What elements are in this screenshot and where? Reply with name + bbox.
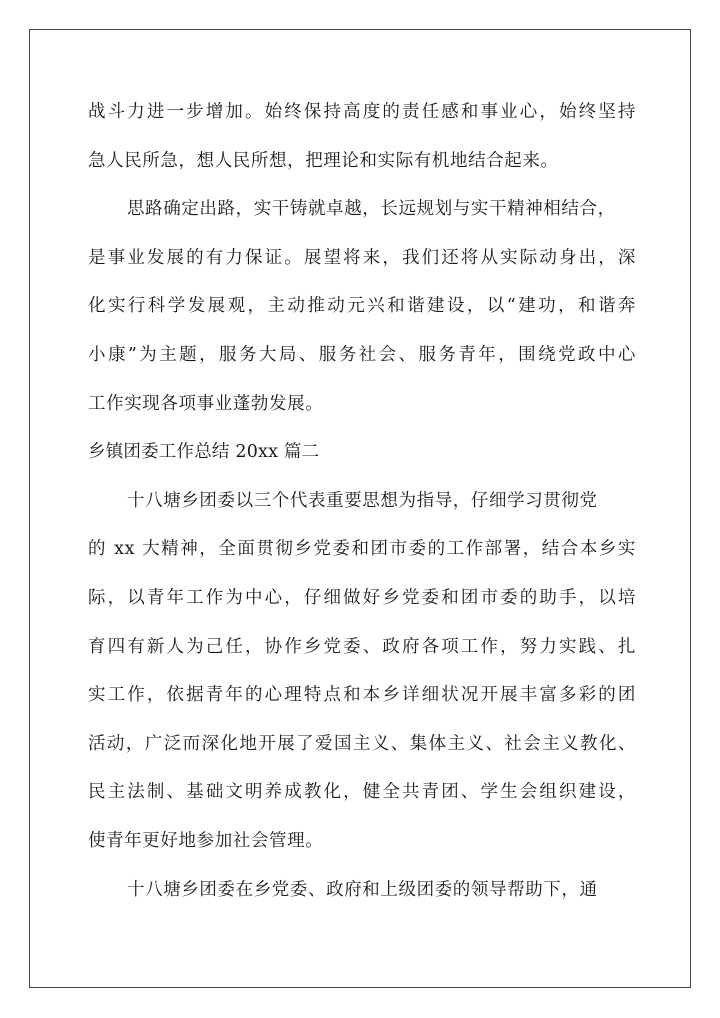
text-line: 民主法制、基础文明养成教化，健全共青团、学生会组织建设，	[88, 782, 636, 803]
text-line: 工作实现各项事业蓬勃发展。	[88, 393, 324, 414]
text-line: 是事业发展的有力保证。展望将来，我们还将从实际动身出，深	[88, 247, 636, 268]
document-body	[88, 88, 636, 914]
paragraph-start-line: 十八塘乡团委在乡党委、政府和上级团委的领导帮助下，通	[127, 879, 598, 900]
text-line: 战斗力进一步增加。始终保持高度的责任感和事业心，始终坚持	[88, 102, 636, 122]
text-line: 小康”为主题，服务大局、服务社会、服务青年，围绕党政中心	[88, 344, 636, 365]
text-line: 的 xx 大精神，全面贯彻乡党委和团市委的工作部署，结合本乡实	[88, 539, 636, 560]
text-line: 活动，广泛而深化地开展了爱国主义、集体主义、社会主义教化、	[88, 733, 636, 754]
paragraph-start-line: 思路确定出路，实干铸就卓越，长远规划与实干精神相结合，	[127, 199, 616, 220]
text-line: 实工作，依据青年的心理特点和本乡详细状况开展丰富多彩的团	[88, 685, 636, 706]
paragraph-start-line: 十八塘乡团委以三个代表重要思想为指导，仔细学习贯彻党	[127, 490, 598, 511]
text-line: 急人民所急，想人民所想，把理论和实际有机地结合起来。	[88, 150, 559, 171]
text-line: 化实行科学发展观，主动推动元兴和谐建设，以“建功，和谐奔	[88, 296, 636, 317]
text-line: 际，以青年工作为中心，仔细做好乡党委和团市委的助手，以培	[88, 587, 636, 608]
text-line: 育四有新人为己任，协作乡党委、政府各项工作，努力实践、扎	[88, 636, 636, 657]
section-heading: 乡镇团委工作总结 20xx 篇二	[88, 442, 320, 463]
text-line: 使青年更好地参加社会管理。	[88, 830, 324, 851]
